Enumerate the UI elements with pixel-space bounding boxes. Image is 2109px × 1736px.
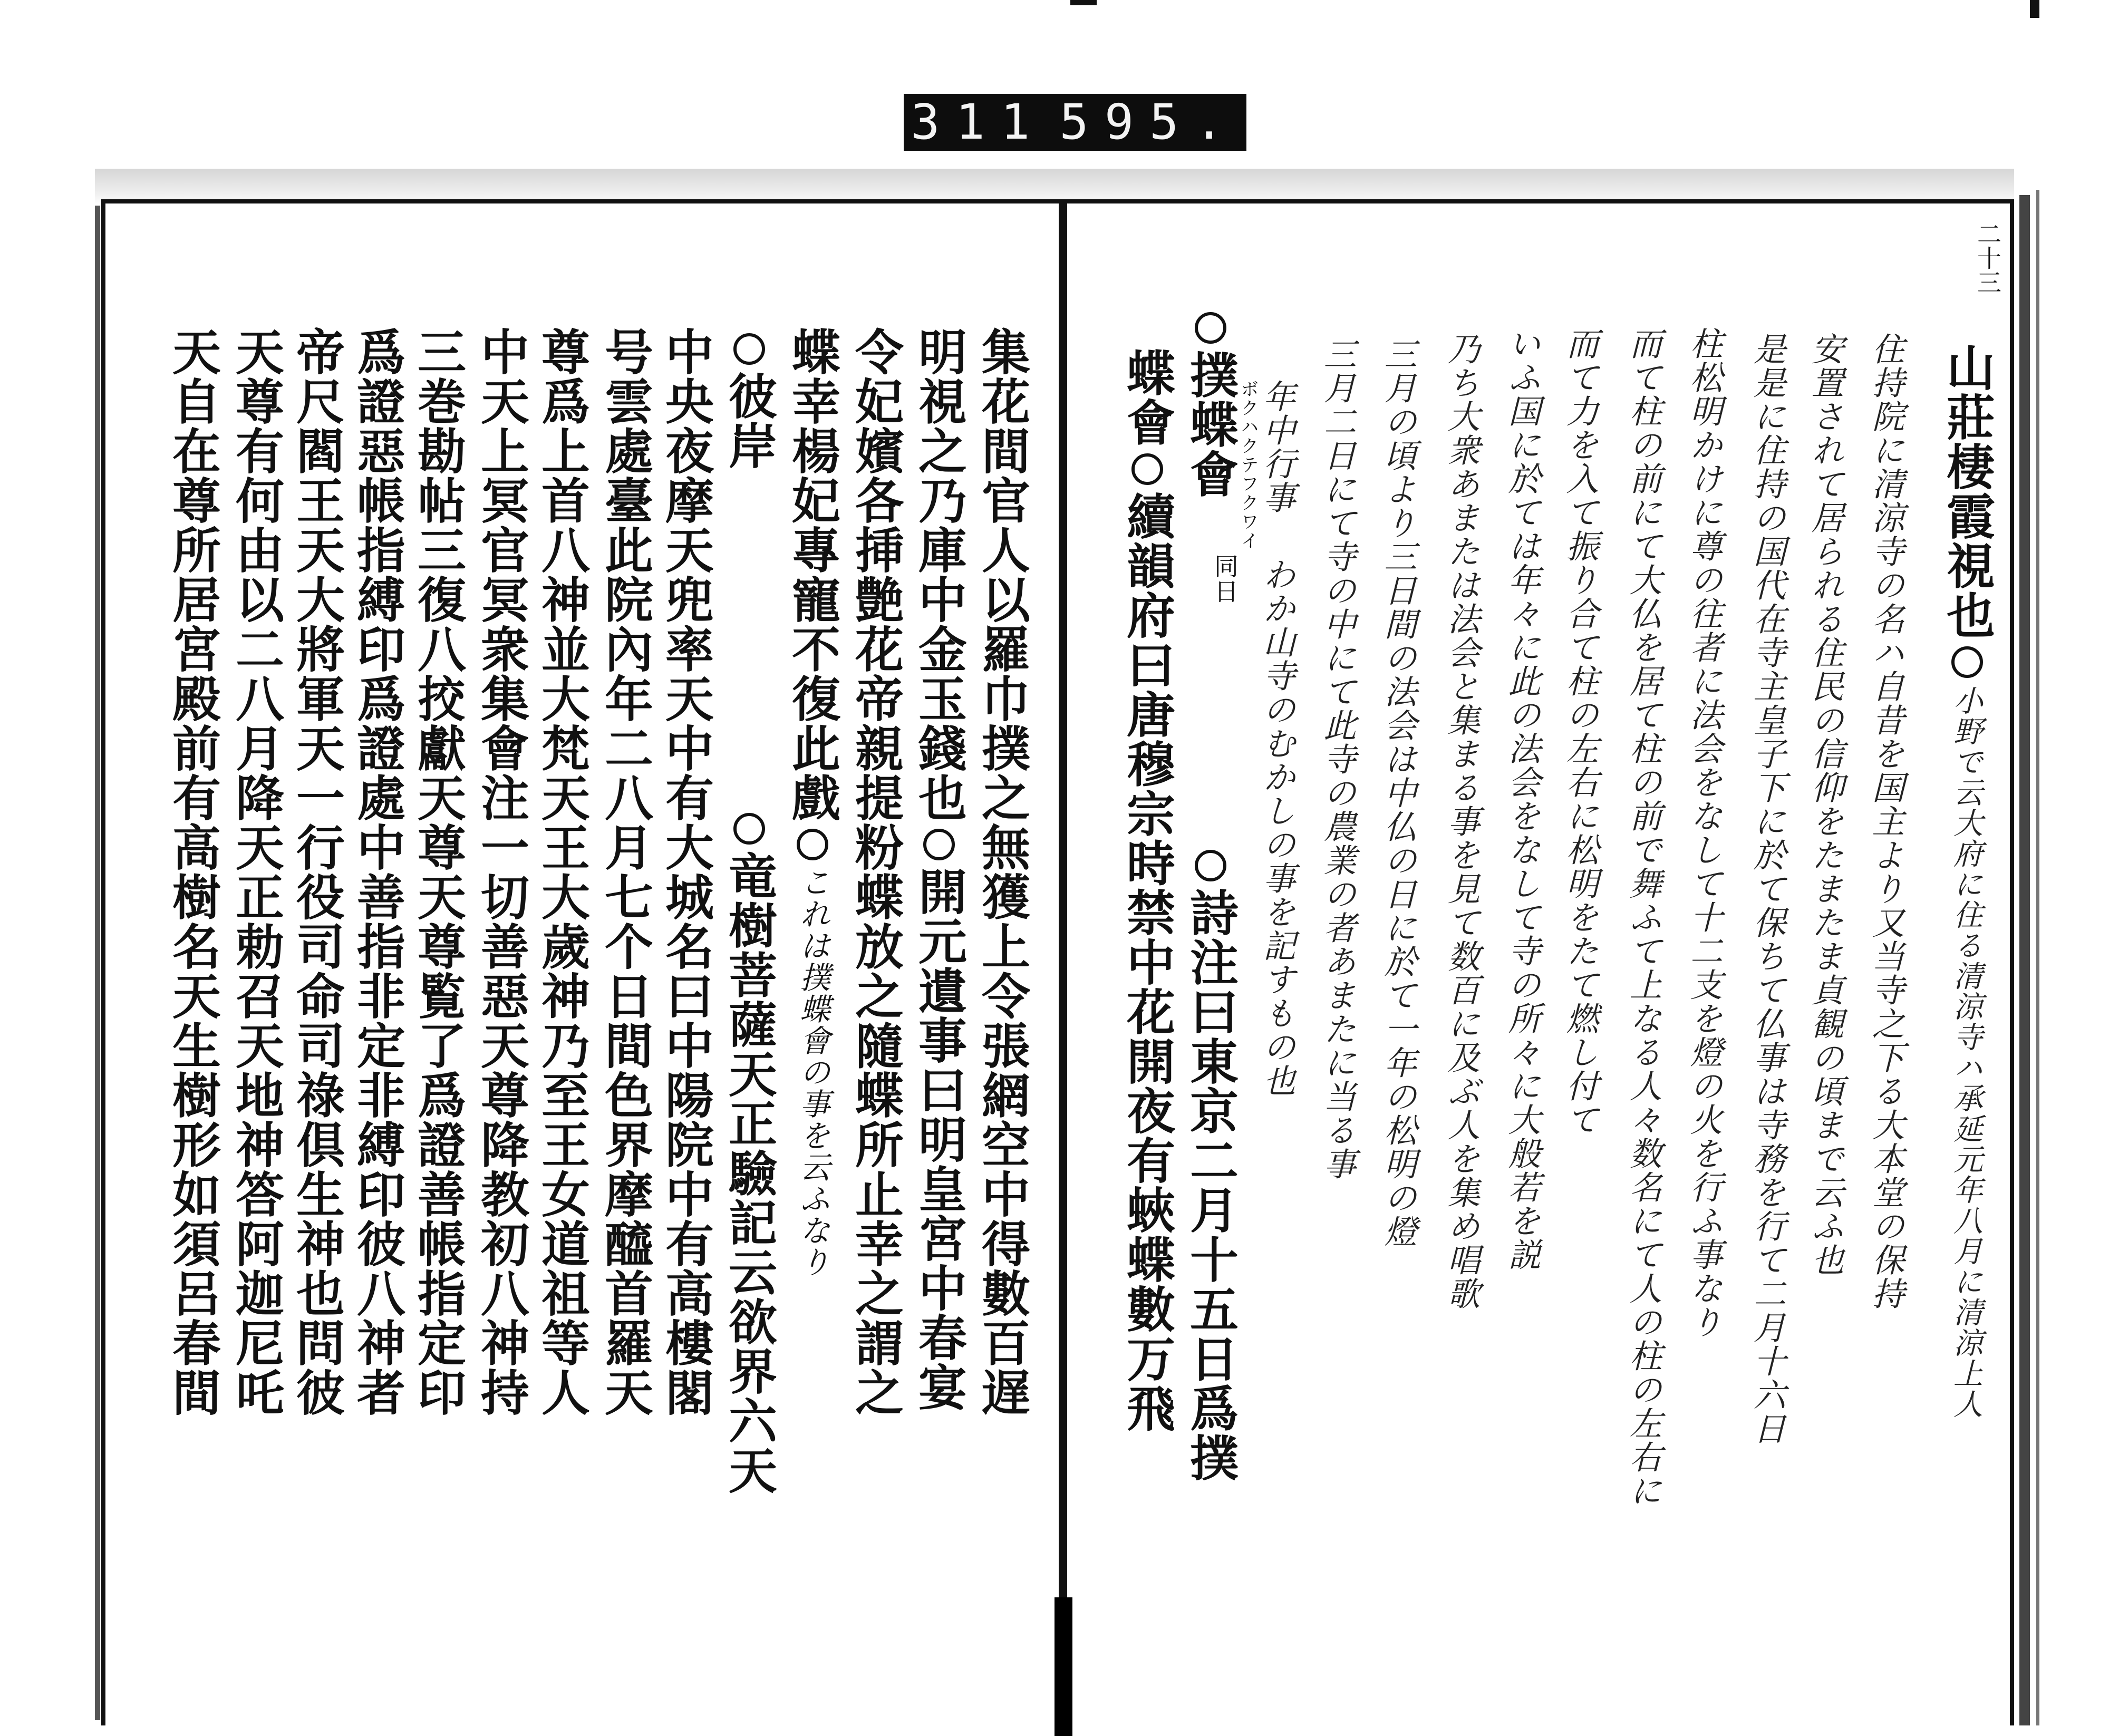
right-col-12	[1257, 380, 1296, 1098]
right-col-7: 而て力を入て振り合て柱の左右に松明をたて燃し付て	[1561, 327, 1599, 1137]
catalog-number-volume: 311	[911, 94, 1046, 150]
book-spine	[1059, 199, 1067, 1725]
right-col-3: 安置されて居られる住民の信仰をたまたま貞観の頃まで云ふ也	[1806, 332, 1844, 1277]
circle-mark	[1195, 850, 1226, 881]
left-col-11: 爲證惡帳指縛印爲證處中善指非定非縛印彼八神者	[349, 327, 406, 1417]
scanner-mark	[1070, 0, 1097, 5]
heading-higan	[721, 327, 778, 470]
catalog-number-page: 595.	[1059, 94, 1240, 150]
right-col-4: 是是に住持の国代在寺主皇子下に於て保ちて仏事は寺務を行て二月十六日	[1748, 332, 1786, 1446]
right-col-8: いふ国に於ては年々に此の法会をなして寺の所々に大般若を説	[1503, 327, 1541, 1272]
left-col-4-text: 蝶幸楊妃專寵不復此戲	[784, 327, 841, 822]
right-col-6: 而て柱の前にて大仏を居て柱の前で舞ふて上なる人々数名にて人の柱の左右に	[1624, 327, 1662, 1508]
left-col-6: 中央夜摩天兜率天中有大城名曰中陽院中有高樓閣	[657, 327, 714, 1417]
left-col-7: 号雲處臺此院內年二八月七个日間色界摩醯首羅天	[597, 327, 654, 1417]
book-edge-right	[2019, 195, 2030, 1725]
left-col-2-text: 明視之乃庫中金玉錢也	[911, 327, 968, 822]
left-col-14: 天自在尊所居宮殿前有高樹名天生樹形如須呂春間	[165, 327, 221, 1417]
circle-mark	[733, 333, 765, 365]
left-col-2-cont: 開元遺事曰明皇宮中春宴	[911, 867, 968, 1412]
left-col-8: 尊爲上首八神並大梵天王大歲神乃至王女道祖等人	[534, 327, 591, 1417]
right-col-14-cont: 續韻府曰唐穆宗時禁中花開夜有蛺蝶數万飛	[1119, 491, 1176, 1433]
left-col-9: 中天上冥官冥衆集會注一切善惡天尊降教初八神持	[473, 327, 530, 1417]
book-edge-left	[95, 206, 100, 1720]
folio-number: 二十三	[1973, 221, 2002, 294]
right-col-15-text: 詩注曰東京二月十五日爲撲	[1182, 888, 1239, 1482]
circle-mark	[923, 829, 955, 860]
right-col-2: 住持院に清涼寺の名ハ自昔を国主より又当寺之下る大本堂の保持	[1866, 332, 1905, 1311]
right-col-15	[1182, 843, 1239, 1482]
left-col-13: 天尊有何由以二八月降天正勅召天地神答阿迦尼吒	[228, 327, 285, 1417]
book-edge-right-outer	[2036, 190, 2039, 1725]
right-col-1-text: 山莊棲霞視也	[1939, 343, 1996, 640]
right-col-12-label: 年中行事	[1257, 380, 1296, 515]
left-col-2	[911, 327, 968, 1412]
book-spine-binding	[1054, 1597, 1072, 1736]
right-col-10: 三月の頃より三日間の法会は中仏の日に於て一年の松明の燈	[1379, 337, 1417, 1248]
left-col-1: 集花間官人以羅巾撲之無獲上令張網空中得數百遅	[974, 327, 1031, 1417]
heading-higan-label: 彼岸	[721, 371, 778, 470]
circle-mark	[1951, 646, 1983, 678]
right-col-9: 乃ち大衆あまたは法会と集まる事を見て数百に及ぶ人を集め唱歌	[1442, 332, 1481, 1311]
circle-mark	[1131, 453, 1163, 485]
right-col-1-note: 小野で云大府に住る清涼寺ハ承延元年八月に清涼上人	[1949, 685, 1983, 1419]
heading-pubutie-label: 撲蝶會	[1182, 350, 1239, 499]
right-col-14	[1119, 348, 1176, 1433]
right-col-14-text: 蝶會	[1119, 348, 1176, 447]
heading-ruby: ボクハクテフクワイ	[1237, 380, 1259, 550]
left-col-12: 帝尺閻王天大將軍天一行役司命司祿倶生神也問彼	[288, 327, 345, 1417]
circle-mark	[733, 813, 765, 845]
heading-pubutie-note: 同日	[1211, 554, 1239, 604]
circle-mark	[1195, 312, 1226, 344]
right-col-12-note: わか山寺のむかしの事を記すもの也	[1257, 557, 1296, 1098]
scanner-mark	[2030, 0, 2039, 18]
left-col-10: 三巻勘帖三復八挍獻天尊天尊覧了爲證善帳指定印	[410, 327, 467, 1417]
heading-pubutie	[1182, 306, 1239, 499]
right-col-11: 三月二日にて寺の中にて此寺の農業の者あまたに当る事	[1318, 337, 1357, 1181]
right-col-1	[1939, 343, 1996, 684]
catalog-number-plate	[904, 94, 1246, 151]
circle-mark	[797, 829, 828, 860]
left-col-5	[721, 807, 778, 1495]
left-col-3: 令妃嬪各挿艶花帝親提粉蝶放之隨蝶所止幸之謂之	[847, 327, 904, 1417]
left-col-5-text: 竜樹菩薩天正驗記云欲界六天	[721, 851, 778, 1495]
left-col-4-note: これは撲蝶會の事を云ふなり	[795, 867, 830, 1278]
right-col-5: 柱松明かけに尊の往者に法会をなして十二支を燈の火を行ふ事なり	[1685, 327, 1723, 1339]
left-col-4	[784, 327, 841, 1278]
